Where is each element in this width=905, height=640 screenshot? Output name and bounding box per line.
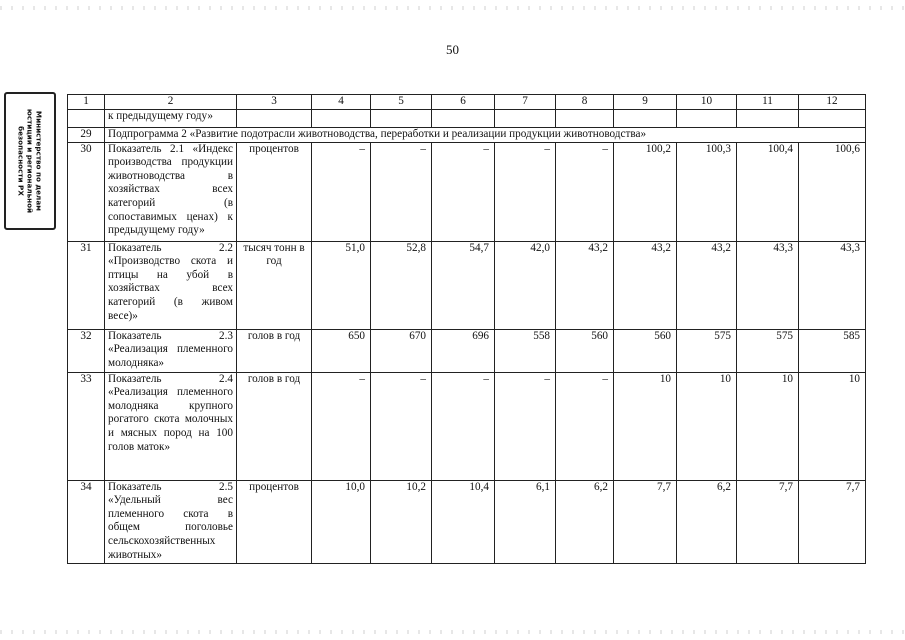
row-number: 29 [68, 127, 105, 142]
value-cell: – [495, 372, 556, 480]
value-cell: 43,3 [737, 241, 799, 329]
value-cell: – [371, 142, 432, 241]
value-cell: – [556, 372, 614, 480]
table-cell [614, 109, 677, 127]
value-cell: 10 [737, 372, 799, 480]
table-cell [737, 109, 799, 127]
indicator-name: Показатель 2.3 «Реализация племенного молодняка» [105, 329, 237, 372]
value-cell: 10,4 [432, 480, 495, 563]
scan-noise-bottom [0, 630, 905, 634]
value-cell: 10,2 [371, 480, 432, 563]
column-number-row [68, 95, 866, 110]
table-cell [237, 109, 312, 127]
table-cell [677, 109, 737, 127]
unit-cell: процентов [237, 142, 312, 241]
value-cell: – [432, 142, 495, 241]
scan-noise-top [0, 6, 905, 10]
value-cell: 575 [737, 329, 799, 372]
value-cell: 6,2 [677, 480, 737, 563]
table-row [68, 480, 866, 563]
value-cell: 558 [495, 329, 556, 372]
value-cell: 43,2 [677, 241, 737, 329]
table-cell [432, 109, 495, 127]
table-row [68, 142, 866, 241]
value-cell: 52,8 [371, 241, 432, 329]
value-cell: 43,2 [614, 241, 677, 329]
value-cell: 6,2 [556, 480, 614, 563]
column-header: 1 [68, 95, 105, 110]
value-cell: 560 [556, 329, 614, 372]
carryover-row [68, 109, 866, 127]
stamp-text: Министерство по делам юстиции и региональной безопасности РХ [16, 108, 44, 214]
value-cell: 100,3 [677, 142, 737, 241]
column-header: 10 [677, 95, 737, 110]
value-cell: 6,1 [495, 480, 556, 563]
value-cell: 7,7 [737, 480, 799, 563]
value-cell: 10 [677, 372, 737, 480]
table-row [68, 372, 866, 480]
unit-cell: голов в год [237, 329, 312, 372]
value-cell: 10 [614, 372, 677, 480]
value-cell: 585 [799, 329, 866, 372]
value-cell: 43,2 [556, 241, 614, 329]
value-cell: 100,2 [614, 142, 677, 241]
table-row [68, 241, 866, 329]
subprogram-row [68, 127, 866, 142]
ministry-stamp [4, 92, 56, 230]
column-header: 6 [432, 95, 495, 110]
value-cell: 560 [614, 329, 677, 372]
row-number: 33 [68, 372, 105, 480]
indicators-table [67, 94, 866, 564]
column-header: 2 [105, 95, 237, 110]
row-number: 34 [68, 480, 105, 563]
column-header: 4 [312, 95, 371, 110]
carryover-text: к предыдущему году» [105, 109, 237, 127]
value-cell: 54,7 [432, 241, 495, 329]
indicator-name: Показатель 2.5 «Удельный вес племенного скота в общем поголовье сельскохозяйственных животных» [105, 480, 237, 563]
value-cell: 42,0 [495, 241, 556, 329]
table-cell [556, 109, 614, 127]
value-cell: 10 [799, 372, 866, 480]
value-cell: 696 [432, 329, 495, 372]
value-cell: – [432, 372, 495, 480]
row-number: 32 [68, 329, 105, 372]
value-cell: – [312, 372, 371, 480]
value-cell: – [556, 142, 614, 241]
column-header: 12 [799, 95, 866, 110]
value-cell: 100,4 [737, 142, 799, 241]
column-header: 8 [556, 95, 614, 110]
value-cell: 575 [677, 329, 737, 372]
indicator-name: Показатель 2.2 «Производство скота и птицы на убой в хозяйствах всех категорий (в живом весе)» [105, 241, 237, 329]
subprogram-title: Подпрограмма 2 «Развитие подотрасли животноводства, переработки и реализации продукции животноводства» [105, 127, 866, 142]
value-cell: 51,0 [312, 241, 371, 329]
table-row [68, 329, 866, 372]
column-header: 3 [237, 95, 312, 110]
value-cell: – [371, 372, 432, 480]
value-cell: 670 [371, 329, 432, 372]
unit-cell: тысяч тонн в год [237, 241, 312, 329]
table-cell [495, 109, 556, 127]
page-number: 50 [446, 42, 459, 57]
indicator-name: Показатель 2.1 «Индекс производства продукции животноводства в хозяйствах всех категорий (в сопоставимых ценах) к предыдущему году» [105, 142, 237, 241]
value-cell: 100,6 [799, 142, 866, 241]
column-header: 11 [737, 95, 799, 110]
table-cell [312, 109, 371, 127]
column-header: 7 [495, 95, 556, 110]
value-cell: – [495, 142, 556, 241]
value-cell: 10,0 [312, 480, 371, 563]
unit-cell: голов в год [237, 372, 312, 480]
column-header: 9 [614, 95, 677, 110]
row-number: 30 [68, 142, 105, 241]
table-cell [799, 109, 866, 127]
value-cell: 7,7 [799, 480, 866, 563]
column-header: 5 [371, 95, 432, 110]
value-cell: 650 [312, 329, 371, 372]
row-number: 31 [68, 241, 105, 329]
table-cell [371, 109, 432, 127]
value-cell: 7,7 [614, 480, 677, 563]
indicator-name: Показатель 2.4 «Реализация племенного молодняка крупного рогатого скота молочных и мясных пород на 100 голов маток» [105, 372, 237, 480]
value-cell: 43,3 [799, 241, 866, 329]
value-cell: – [312, 142, 371, 241]
unit-cell: процентов [237, 480, 312, 563]
table-cell [68, 109, 105, 127]
